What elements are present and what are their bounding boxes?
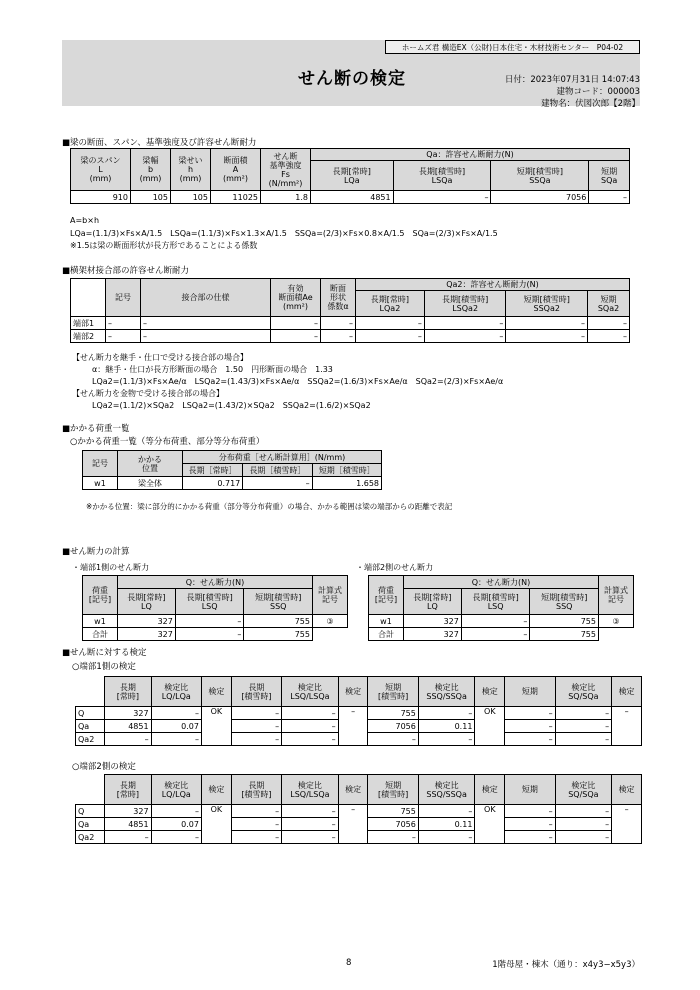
col-lqa: 長期[常時] LQa xyxy=(311,161,394,191)
software-label: ホームズ君 構造EX（公財)日本住宅・木材技術センター P04-02 xyxy=(385,40,640,54)
table-row: Qa 4851 0.07 – – 7056 0.11 – – xyxy=(76,720,642,733)
table-row: 端部2 – – – – – – – – xyxy=(71,330,630,343)
check-end2-title: ○端部2側の検定 xyxy=(72,762,136,772)
col-ae: 有効 断面積Ae (mm²) xyxy=(271,279,321,317)
col-alpha: 断面 形状 係数α xyxy=(321,279,356,317)
section2-heading: ■横架材接合部の許容せん断耐力 xyxy=(62,266,190,276)
building-code: 建物コード：000003 xyxy=(556,87,640,97)
joint-note-5: LQa2=(1.1/2)×SQa2 LSQa2=(1.43/2)×SQa2 SSQa2=(1.6/2)×SQa2 xyxy=(92,401,371,410)
table-row: w1 327 – 755 ③ xyxy=(83,615,348,628)
table-row: Q 327 – OK – – – 755 – OK – – – xyxy=(76,707,642,720)
table-row: Qa2 – – – – – – – – xyxy=(76,733,642,746)
section3-heading: ■かかる荷重一覧 xyxy=(62,424,130,434)
page-title: せん断の検定 xyxy=(298,69,406,89)
joint-note-3: LQa2=(1.1/3)×Fs×Ae/α LSQa2=(1.43/3)×Fs×Ae/α SSQa2=(1.6/3)×Fs×Ae/α SQa2=(2/3)×Fs×Ae/α xyxy=(92,377,504,386)
section1-heading: ■梁の断面、スパン、基準強度及び許容せん断耐力 xyxy=(62,138,257,148)
col-long: 長期［常時］ xyxy=(183,464,243,477)
table-row: Q 327 – OK – – – 755 – OK – – – xyxy=(76,805,642,818)
section5-heading: ■せん断に対する検定 xyxy=(62,648,147,658)
col-sym: 記号 xyxy=(106,279,141,317)
load-table xyxy=(82,450,382,490)
page-number: 8 xyxy=(346,958,352,968)
table-row: 合計 327 – 755 xyxy=(369,628,634,641)
col-longsnow: 長期［積雪時］ xyxy=(243,464,312,477)
member-location: 1階母屋・棟木（通り：x4y3−x5y3） xyxy=(492,960,640,970)
note-area: A=b×h xyxy=(70,216,100,225)
col-dist-group: 分布荷重［せん断計算用］(N/mm) xyxy=(183,451,382,464)
col-depth: 梁せい h (mm) xyxy=(171,149,211,191)
col-ssqa: 短期[積雪時] SSQa xyxy=(491,161,589,191)
col-area: 断面積 A (mm²) xyxy=(211,149,261,191)
joint-note-2: α：継手・仕口が長方形断面の場合 1.50 円形断面の場合 1.33 xyxy=(92,365,333,374)
col-load-sym: 記号 xyxy=(83,451,118,477)
table-row: 910 105 105 11025 1.8 4851 – 7056 – xyxy=(71,191,630,204)
col-span: 梁のスパン L (mm) xyxy=(71,149,131,191)
shear-right-title: ・端部2側のせん断力 xyxy=(356,563,434,572)
col-load-pos: かかる 位置 xyxy=(118,451,183,477)
col-sqa2: 短期 SQa2 xyxy=(588,291,630,317)
shear-left-title: ・端部1側のせん断力 xyxy=(72,563,150,572)
col-width: 梁幅 b (mm) xyxy=(131,149,171,191)
date-label: 日付：2023年07月31日 14:07:43 xyxy=(504,75,640,85)
note-coef: ※1.5は梁の断面形状が長方形であることによる係数 xyxy=(70,241,258,250)
note-formula: LQa=(1.1/3)×Fs×A/1.5 LSQa=(1.1/3)×Fs×1.3×A/1.5 SSQa=(2/3)×Fs×0.8×A/1.5 SQa=(2/3)×Fs×A/1.5 xyxy=(70,229,498,238)
table-row: 合計 327 – 755 xyxy=(83,628,348,641)
col-sqa: 短期 SQa xyxy=(589,161,630,191)
joint-table xyxy=(70,278,630,343)
shear-table-end2: 荷重 [記号] Q：せん断力(N) 計算式 記号 長期[常時] LQ 長期[積雪時] LSQ 短期[積雪時] SSQ w1 327 – 755 ③ 合計 327 – 755 xyxy=(368,575,634,641)
table-row: w1 梁全体 0.717 – 1.658 xyxy=(83,477,382,490)
col-ssqa2: 短期[積雪時] SSQa2 xyxy=(506,291,588,317)
check-end1-title: ○端部1側の検定 xyxy=(72,662,136,672)
joint-note-4: 【せん断力を金物で受ける接合部の場合】 xyxy=(72,389,224,398)
load-subheading: ○かかる荷重一覧（等分布荷重、部分等分布荷重） xyxy=(70,437,265,447)
section4-heading: ■せん断力の計算 xyxy=(62,547,130,557)
joint-note-1: 【せん断力を継手・仕口で受ける接合部の場合】 xyxy=(72,353,248,362)
check-table-end1: 長期 [常時] 検定比 LQ/LQa 検定 長期 [積雪時] 検定比 LSQ/LSQa 検定 短期 [積雪時] 検定比 SSQ/SSQa 検定 短期 検定比 SQ/SQa 検定 Q 327 – OK – – – 755 – OK – – – Qa 4851 0.07 – – 7056 0.11 – – Qa2 – – – – – – – – xyxy=(75,676,642,746)
check-table-end2: 長期 [常時] 検定比 LQ/LQa 検定 長期 [積雪時] 検定比 LSQ/LSQa 検定 短期 [積雪時] 検定比 SSQ/SSQa 検定 短期 検定比 SQ/SQa 検定 Q 327 – OK – – – 755 – OK – – – Qa 4851 0.07 – – 7056 0.11 – – Qa2 – – – – – – – – xyxy=(75,774,642,844)
shear-table-end1: 荷重 [記号] Q：せん断力(N) 計算式 記号 長期[常時] LQ 長期[積雪時] LSQ 短期[積雪時] SSQ w1 327 – 755 ③ 合計 327 – 755 xyxy=(82,575,348,641)
col-qa-group: Qa：許容せん断耐力(N) xyxy=(311,149,630,161)
building-name: 建物名：伏図次郎【2階】 xyxy=(541,99,640,109)
col-lsqa: 長期[積雪時] LSQa xyxy=(393,161,491,191)
col-spec: 接合部の仕様 xyxy=(141,279,271,317)
col-lsqa2: 長期[積雪時] LSQa2 xyxy=(424,291,506,317)
table-row: Qa 4851 0.07 – – 7056 0.11 – – xyxy=(76,818,642,831)
beam-section-table xyxy=(70,148,630,204)
load-note: ※かかる位置：梁に部分的にかかる荷重（部分等分布荷重）の場合、かかる範囲は梁の端部からの距離で表記 xyxy=(86,502,453,511)
col-fs: せん断 基準強度 Fs (N/mm²) xyxy=(261,149,311,191)
table-row: w1 327 – 755 ③ xyxy=(369,615,634,628)
col-shortsnow: 短期［積雪時］ xyxy=(312,464,381,477)
col-qa2-group: Qa2：許容せん断耐力(N) xyxy=(356,279,630,291)
table-row: 端部1 – – – – – – – – xyxy=(71,317,630,330)
col-lqa2: 長期[常時] LQa2 xyxy=(356,291,425,317)
table-row: Qa2 – – – – – – – – xyxy=(76,831,642,844)
